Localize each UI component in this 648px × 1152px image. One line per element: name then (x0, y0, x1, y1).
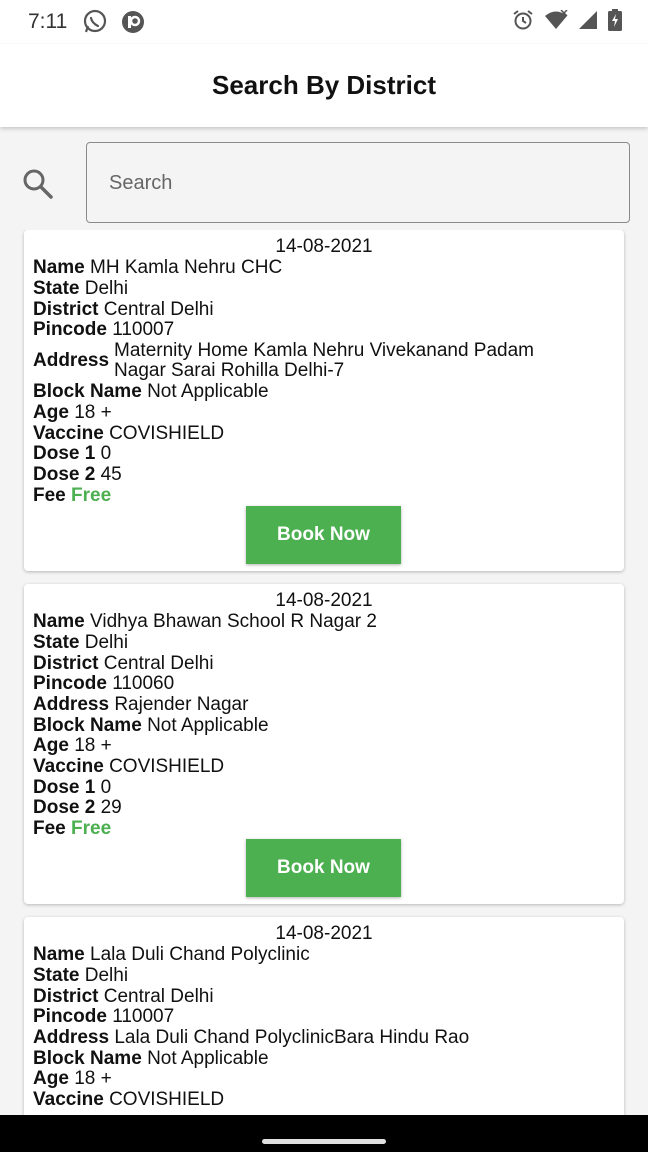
age-row (33, 403, 112, 423)
app-bar (0, 44, 648, 127)
name-label: Name (33, 611, 85, 632)
district-label: District (33, 986, 99, 1007)
name-value: Vidhya Bhawan School R Nagar 2 (90, 611, 377, 632)
block-name-row (33, 382, 269, 402)
pincode-row (33, 1007, 174, 1027)
navigation-bar (0, 1115, 648, 1152)
state-value: Delhi (84, 278, 129, 299)
state-row (33, 633, 128, 653)
dose2-row (33, 465, 122, 485)
vaccine-value: COVISHIELD (109, 423, 225, 444)
block-name-label: Block Name (33, 715, 142, 736)
address-row (33, 695, 248, 715)
address-row (33, 341, 584, 381)
pincode-label: Pincode (33, 673, 107, 694)
block-name-row (33, 1049, 269, 1069)
dose1-value: 0 (100, 777, 112, 798)
pincode-row (33, 320, 174, 340)
state-label: State (33, 632, 80, 653)
home-gesture-handle[interactable] (262, 1139, 386, 1144)
pincode-row (33, 674, 174, 694)
address-label: Address (33, 350, 110, 371)
vaccine-row (33, 1090, 224, 1110)
search-input[interactable] (107, 143, 611, 223)
alarm-icon (512, 9, 534, 36)
age-value: 18 + (74, 402, 112, 423)
dose2-label: Dose 2 (33, 464, 96, 485)
district-label: District (33, 653, 99, 674)
age-value: 18 + (74, 735, 112, 756)
card-date: 14-08-2021 (275, 923, 373, 944)
battery-charging-icon (608, 9, 622, 36)
district-label: District (33, 299, 99, 320)
pincode-label: Pincode (33, 1006, 107, 1027)
address-value: Rajender Nagar (114, 694, 249, 715)
center-card (24, 917, 624, 1115)
card-date: 14-08-2021 (275, 590, 373, 611)
block-name-label: Block Name (33, 1048, 142, 1069)
fee-label: Fee (33, 818, 66, 839)
block-name-value: Not Applicable (147, 381, 269, 402)
vaccine-label: Vaccine (33, 1089, 104, 1110)
dose1-label: Dose 1 (33, 443, 96, 464)
fee-row (33, 486, 111, 506)
age-row (33, 1069, 112, 1089)
search-field[interactable] (86, 142, 630, 223)
dose2-row (33, 798, 122, 818)
search-icon[interactable] (20, 166, 56, 202)
vaccine-value: COVISHIELD (109, 756, 225, 777)
name-row (33, 612, 377, 632)
name-row (33, 945, 310, 965)
name-value: Lala Duli Chand Polyclinic (90, 944, 310, 965)
address-label: Address (33, 1027, 110, 1048)
fee-row (33, 819, 111, 839)
name-row (33, 258, 282, 278)
pincode-label: Pincode (33, 319, 107, 340)
address-value: Maternity Home Kamla Nehru Vivekanand Padam Nagar Sarai Rohilla Delhi-7 (114, 340, 534, 381)
block-name-row (33, 716, 269, 736)
district-value: Central Delhi (103, 299, 214, 320)
name-label: Name (33, 257, 85, 278)
pincode-value: 110007 (112, 1006, 175, 1027)
address-value: Lala Duli Chand PolyclinicBara Hindu Rao (114, 1027, 470, 1048)
age-value: 18 + (74, 1068, 112, 1089)
dose2-value: 29 (100, 797, 122, 818)
district-row (33, 654, 214, 674)
book-now-button[interactable]: Book Now (246, 839, 401, 897)
age-label: Age (33, 735, 69, 756)
status-bar (0, 0, 648, 44)
fee-value: Free (71, 485, 112, 506)
vaccine-label: Vaccine (33, 756, 104, 777)
vaccine-row (33, 757, 224, 777)
dose1-row (33, 444, 111, 464)
fee-label: Fee (33, 485, 66, 506)
fee-value: Free (71, 818, 112, 839)
address-row (33, 1028, 469, 1048)
name-value: MH Kamla Nehru CHC (90, 257, 283, 278)
district-value: Central Delhi (103, 653, 214, 674)
block-name-value: Not Applicable (147, 1048, 269, 1069)
district-row (33, 987, 214, 1007)
age-label: Age (33, 402, 69, 423)
age-label: Age (33, 1068, 69, 1089)
pincode-value: 110060 (112, 673, 175, 694)
age-row (33, 736, 112, 756)
name-label: Name (33, 944, 85, 965)
block-name-label: Block Name (33, 381, 142, 402)
whatsapp-icon (82, 9, 108, 40)
state-row (33, 279, 128, 299)
wifi-icon (544, 10, 568, 35)
signal-icon (578, 10, 598, 35)
status-time: 7:11 (28, 10, 68, 33)
dose1-value: 0 (100, 443, 112, 464)
state-value: Delhi (84, 965, 129, 986)
vaccine-label: Vaccine (33, 423, 104, 444)
state-label: State (33, 278, 80, 299)
dose1-label: Dose 1 (33, 777, 96, 798)
dose2-value: 45 (100, 464, 122, 485)
district-value: Central Delhi (103, 986, 214, 1007)
district-row (33, 300, 214, 320)
state-label: State (33, 965, 80, 986)
center-card (24, 584, 624, 904)
vaccine-row (33, 424, 224, 444)
card-date: 14-08-2021 (275, 236, 373, 257)
page-title: Search By District (212, 70, 436, 100)
block-name-value: Not Applicable (147, 715, 269, 736)
state-value: Delhi (84, 632, 129, 653)
dose1-row (33, 778, 111, 798)
pocket-casts-icon (120, 9, 146, 40)
address-label: Address (33, 694, 110, 715)
center-list[interactable] (0, 230, 648, 1115)
state-row (33, 966, 128, 986)
vaccine-value: COVISHIELD (109, 1089, 225, 1110)
book-now-button[interactable]: Book Now (246, 506, 401, 564)
dose2-label: Dose 2 (33, 797, 96, 818)
center-card (24, 230, 624, 571)
pincode-value: 110007 (112, 319, 175, 340)
